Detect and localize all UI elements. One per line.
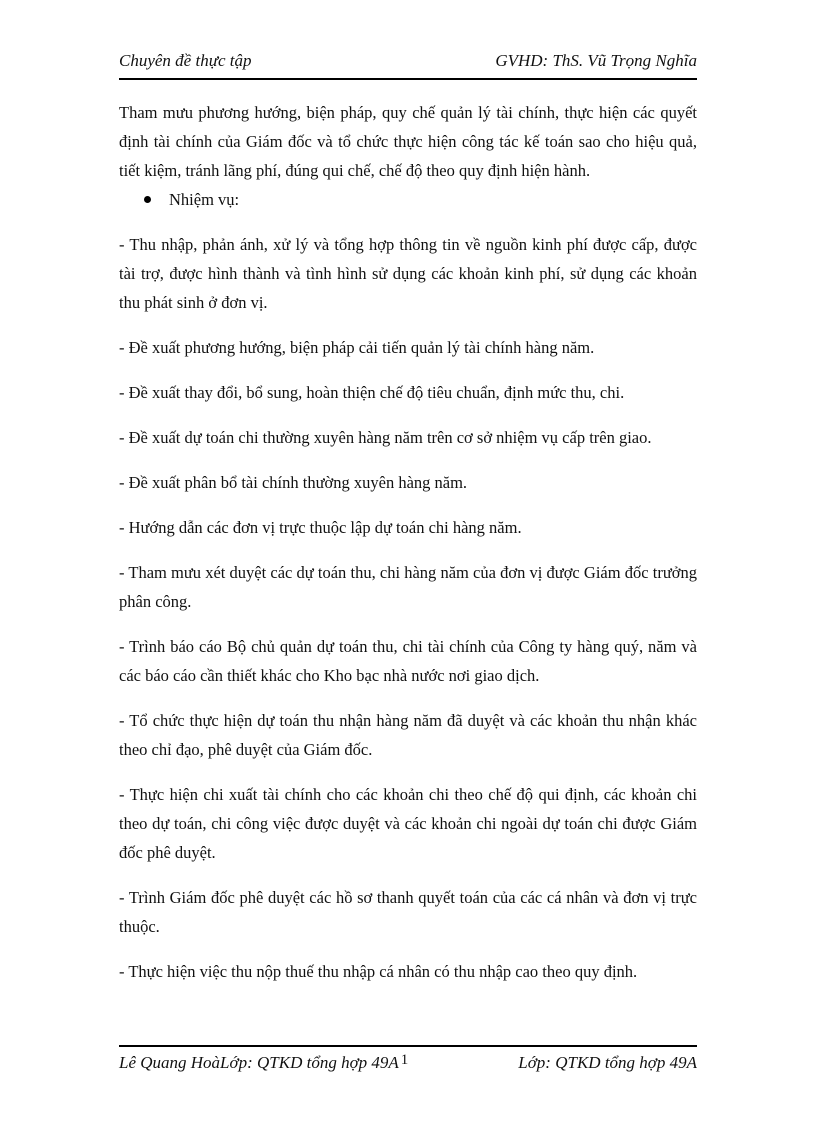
duty-item: - Hướng dẫn các đơn vị trực thuộc lập dự toán chi hàng năm.: [119, 518, 522, 537]
bullet-dot-icon: [144, 196, 151, 203]
duty-item: - Thực hiện việc thu nộp thuế thu nhập cá nhân có thu nhập cao theo quy định.: [119, 962, 638, 981]
header-title: Chuyên đề thực tập: [119, 51, 252, 70]
footer-author: [119, 1053, 408, 1073]
footer-class: Lớp: QTKD tổng hợp 49A: [518, 1053, 697, 1072]
duty-item: - Đề xuất dự toán chi thường xuyên hàng năm trên cơ sở nhiệm vụ cấp trên giao.: [119, 428, 652, 447]
page-number: 1: [400, 1052, 409, 1068]
duty-item: - Tham mưu xét duyệt các dự toán thu, chi hàng năm của đơn vị được Giám đốc trưởng phân công.: [119, 563, 697, 611]
duty-item: - Thu nhập, phản ánh, xử lý và tổng hợp thông tin về nguồn kinh phí được cấp, được tài trợ, được hình thành và tình hình sử dụng các khoản kinh phí, sử dụng các khoản thu phát sinh ở đơn vị.: [119, 235, 697, 312]
page-header: [119, 48, 697, 80]
duty-item: - Trình báo cáo Bộ chủ quản dự toán thu, chi tài chính của Công ty hàng quý, năm và các báo cáo cần thiết khác cho Kho bạc nhà nước nơi giao dịch.: [119, 637, 697, 685]
duty-item: - Đề xuất phân bổ tài chính thường xuyên hàng năm.: [119, 473, 468, 492]
duty-item: - Đề xuất phương hướng, biện pháp cải tiến quản lý tài chính hàng năm.: [119, 338, 595, 357]
header-advisor: GVHD: ThS. Vũ Trọng Nghĩa: [495, 51, 697, 70]
footer-author-text: Lê Quang HoàLớp: QTKD tổng hợp 49A: [119, 1053, 399, 1072]
bullet-label: Nhiệm vụ:: [169, 190, 240, 209]
duty-item: - Tổ chức thực hiện dự toán thu nhận hàng năm đã duyệt và các khoản thu nhận khác theo chỉ đạo, phê duyệt của Giám đốc.: [119, 711, 697, 759]
duty-item: - Thực hiện chi xuất tài chính cho các khoản chi theo chế độ qui định, các khoản chi theo dự toán, chi công việc được duyệt và các khoản chi ngoài dự toán chi được Giám đốc phê duyệt.: [119, 785, 697, 862]
bullet-item: [119, 185, 697, 214]
document-body: [119, 98, 697, 1002]
intro-paragraph: Tham mưu phương hướng, biện pháp, quy chế quản lý tài chính, thực hiện các quyết định tài chính của Giám đốc và tổ chức thực hiện công tác kế toán sao cho hiệu quả, tiết kiệm, tránh lãng phí, đúng qui chế, chế độ theo quy định hiện hành.: [119, 103, 697, 180]
page-footer: [119, 1045, 697, 1077]
duty-item: - Trình Giám đốc phê duyệt các hồ sơ thanh quyết toán của các cá nhân và đơn vị trực thuộc.: [119, 888, 697, 936]
duty-item: - Đề xuất thay đổi, bổ sung, hoàn thiện chế độ tiêu chuẩn, định mức thu, chi.: [119, 383, 625, 402]
